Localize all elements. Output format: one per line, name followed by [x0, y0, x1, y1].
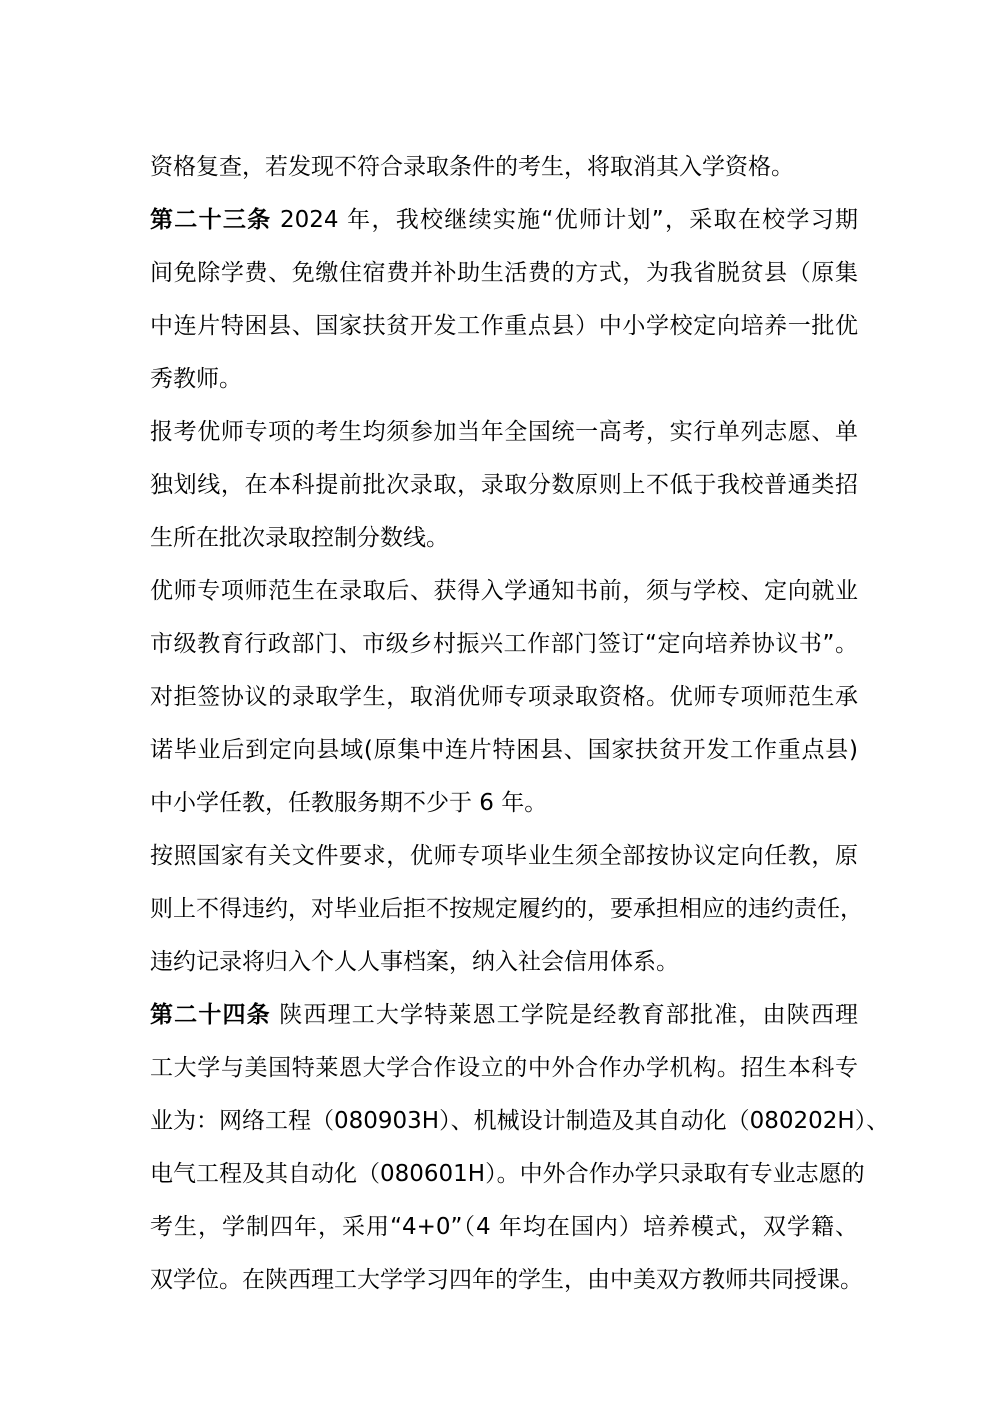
text-line [150, 1157, 865, 1191]
line-text: 中连片特困县、国家扶贫开发工作重点县）中小学校定向培养一批优 [150, 313, 858, 339]
text-line [150, 256, 858, 290]
line-text: 违约记录将归入个人人事档案，纳入社会信用体系。 [150, 949, 679, 975]
article-23-heading-line [150, 203, 858, 237]
text-line [150, 945, 858, 979]
text-line [150, 150, 858, 184]
line-text: 双学位。在陕西理工大学学习四年的学生，由中美双方教师共同授课。 [150, 1267, 863, 1293]
line-text: 按照国家有关文件要求，优师专项毕业生须全部按协议定向任教，原 [150, 843, 858, 869]
line-text: 报考优师专项的考生均须参加当年全国统一高考，实行单列志愿、单 [150, 419, 858, 445]
line-text: 生所在批次录取控制分数线。 [150, 525, 449, 551]
line-text: 秀教师。 [150, 366, 242, 392]
line-text: 业为：网络工程（080903H）、机械设计制造及其自动化（080202H）、 [150, 1108, 890, 1134]
text-line [150, 1210, 858, 1244]
line-text: 间免除学费、免缴住宿费并补助生活费的方式，为我省脱贫县（原集 [150, 260, 858, 286]
text-line [150, 574, 858, 608]
line-text: 考生，学制四年，采用“4+0”（4 年均在国内）培养模式，双学籍、 [150, 1214, 858, 1240]
text-line [150, 521, 858, 555]
text-line [150, 362, 858, 396]
line-text: 市级教育行政部门、市级乡村振兴工作部门签订“定向培养协议书”。 [150, 631, 858, 657]
line-text: 电气工程及其自动化（080601H）。中外合作办学只录取有专业志愿的 [150, 1161, 865, 1187]
text-line [150, 892, 863, 926]
line-text: 资格复查，若发现不符合录取条件的考生，将取消其入学资格。 [150, 154, 794, 180]
text-line [150, 1263, 863, 1297]
text-line [150, 309, 858, 343]
line-text: 陕西理工大学特莱恩工学院是经教育部批准，由陕西理 [270, 1002, 859, 1028]
line-text: 2024 年，我校继续实施“优师计划”，采取在校学习期 [271, 207, 858, 233]
line-text: 则上不得违约，对毕业后拒不按规定履约的，要承担相应的违约责任， [150, 896, 863, 922]
line-text: 诺毕业后到定向县域(原集中连片特困县、国家扶贫开发工作重点县) [150, 737, 858, 763]
article-24-label: 第二十四条 [150, 1002, 271, 1028]
line-text: 对拒签协议的录取学生，取消优师专项录取资格。优师专项师范生承 [150, 684, 858, 710]
text-line [150, 680, 858, 714]
text-line [150, 786, 858, 820]
line-text: 独划线，在本科提前批次录取，录取分数原则上不低于我校普通类招 [150, 472, 858, 498]
line-text: 工大学与美国特莱恩大学合作设立的中外合作办学机构。招生本科专 [150, 1055, 858, 1081]
text-line [150, 733, 858, 767]
line-text: 中小学任教，任教服务期不少于 6 年。 [150, 790, 548, 816]
text-line [150, 1051, 858, 1085]
line-text: 优师专项师范生在录取后、获得入学通知书前，须与学校、定向就业 [150, 578, 858, 604]
article-23-label: 第二十三条 [150, 207, 272, 233]
article-24-heading-line [150, 998, 858, 1032]
text-line [150, 415, 858, 449]
text-line [150, 839, 858, 873]
text-line [150, 1104, 890, 1138]
text-line [150, 627, 858, 661]
text-line [150, 468, 858, 502]
